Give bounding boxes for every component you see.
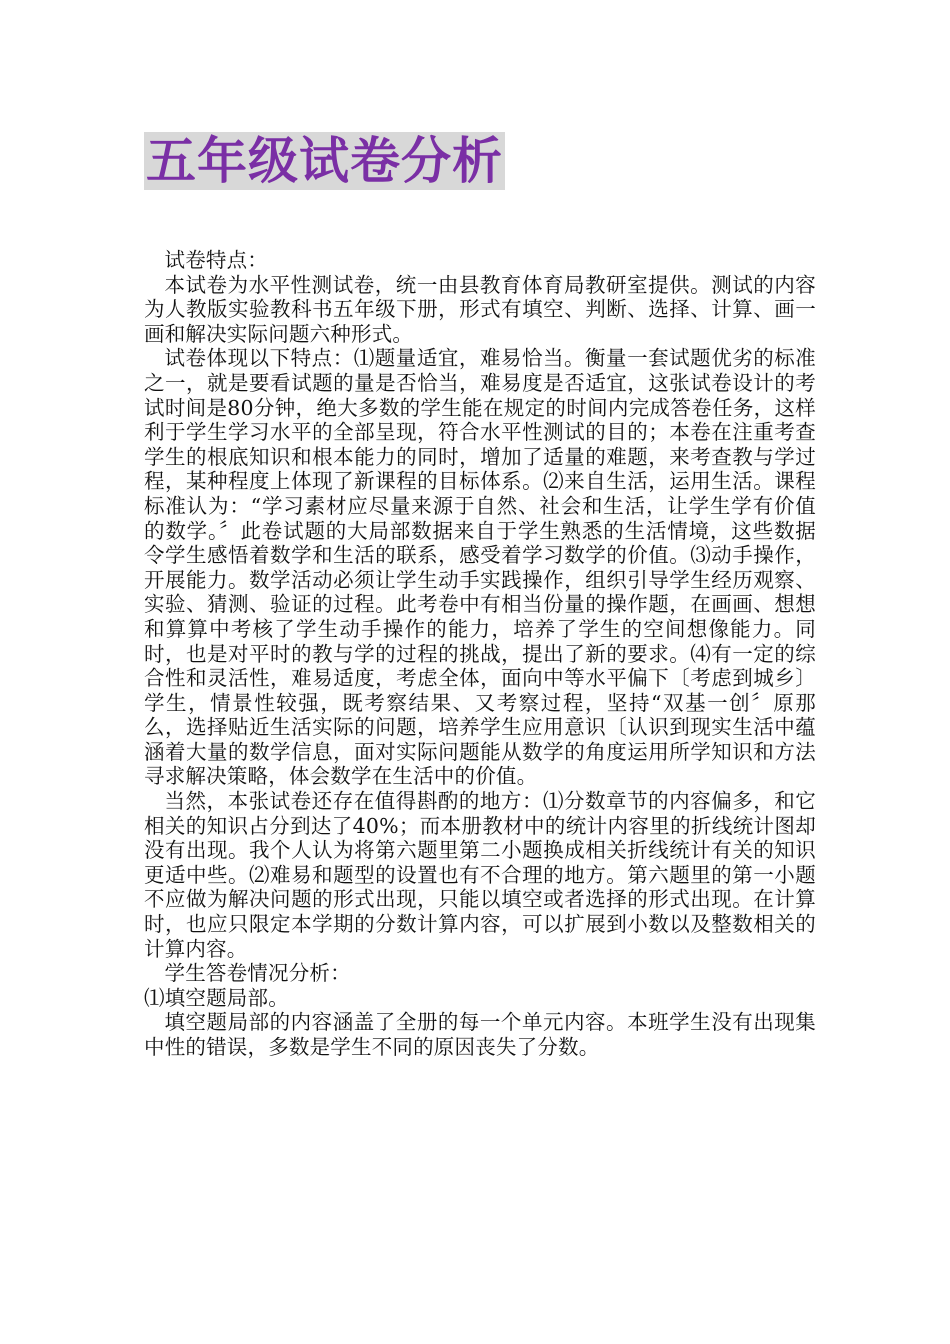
paragraph-features: 试卷体现以下特点：⑴题量适宜，难易恰当。衡量一套试题优劣的标准之一，就是要看试题的量是否恰当，难易度是否适宜，这张试卷设计的考试时间是80分钟，绝大多数的学生能在规定的时间内完成答卷任务，这样利于学生学习水平的全部呈现，符合水平性测试的目的；本卷在注重考查学生的根底知识和根本能力的同时，增加了适量的难题，来考查教与学过程，某种程度上体现了新课程的目标体系。⑵来自生活，运用生活。课程标准认为：“学习素材应尽量来源于自然、社会和生活，让学生学有价值的数学。〞此卷试题的大局部数据来自于学生熟悉的生活情境，这些数据令学生感悟着数学和生活的联系，感受着学习数学的价值。⑶动手操作，开展能力。数学活动必须让学生动手实践操作，组织引导学生经历观察、实验、猜测、验证的过程。此考卷中有相当份量的操作题，在画画、想想和算算中考核了学生动手操作的能力，培养了学生的空间想像能力。同时，也是对平时的教与学的过程的挑战，提出了新的要求。⑷有一定的综合性和灵活性，难易适度，考虑全体，面向中等水平偏下〔考虑到城乡〕学生，情景性较强，既考察结果、又考察过程，坚持“双基一创〞原那么，选择贴近生活实际的问题，培养学生应用意识〔认识到现实生活中蕴涵着大量的数学信息，面对实际问题能从数学的角度运用所学知识和方法寻求解决策略，体会数学在生活中的价值。 [144, 346, 816, 789]
paragraph-analysis-heading: 学生答卷情况分析： [164, 961, 351, 986]
document-body [144, 248, 816, 1060]
paragraph-fill-blank-heading: ⑴填空题局部。 [144, 985, 289, 1010]
paragraph-issues: 当然，本张试卷还存在值得斟酌的地方：⑴分数章节的内容偏多，和它相关的知识占分到达了40%；而本册教材中的统计内容里的折线统计图却没有出现。我个人认为将第六题里第二小题换成相关折线统计有关的知识更适中些。⑵难易和题型的设置也有不合理的地方。第六题里的第一小题不应做为解决问题的形式出现，只能以填空或者选择的形式出现。在计算时，也应只限定本学期的分数计算内容，可以扩展到小数以及整数相关的计算内容。 [144, 789, 816, 961]
page-title: 五年级试卷分析 [146, 132, 503, 190]
paragraph-fill-blank-body: 填空题局部的内容涵盖了全册的每一个单元内容。本班学生没有出现集中性的错误，多数是学生不同的原因丧失了分数。 [144, 1010, 816, 1059]
title-highlight [144, 132, 505, 190]
paragraph-section-heading: 试卷特点： [164, 248, 268, 272]
paragraph-intro: 本试卷为水平性测试卷，统一由县教育体育局教研室提供。测试的内容为人教版实验教科书五年级下册，形式有填空、判断、选择、计算、画一画和解决实际问题六种形式。 [144, 272, 816, 346]
